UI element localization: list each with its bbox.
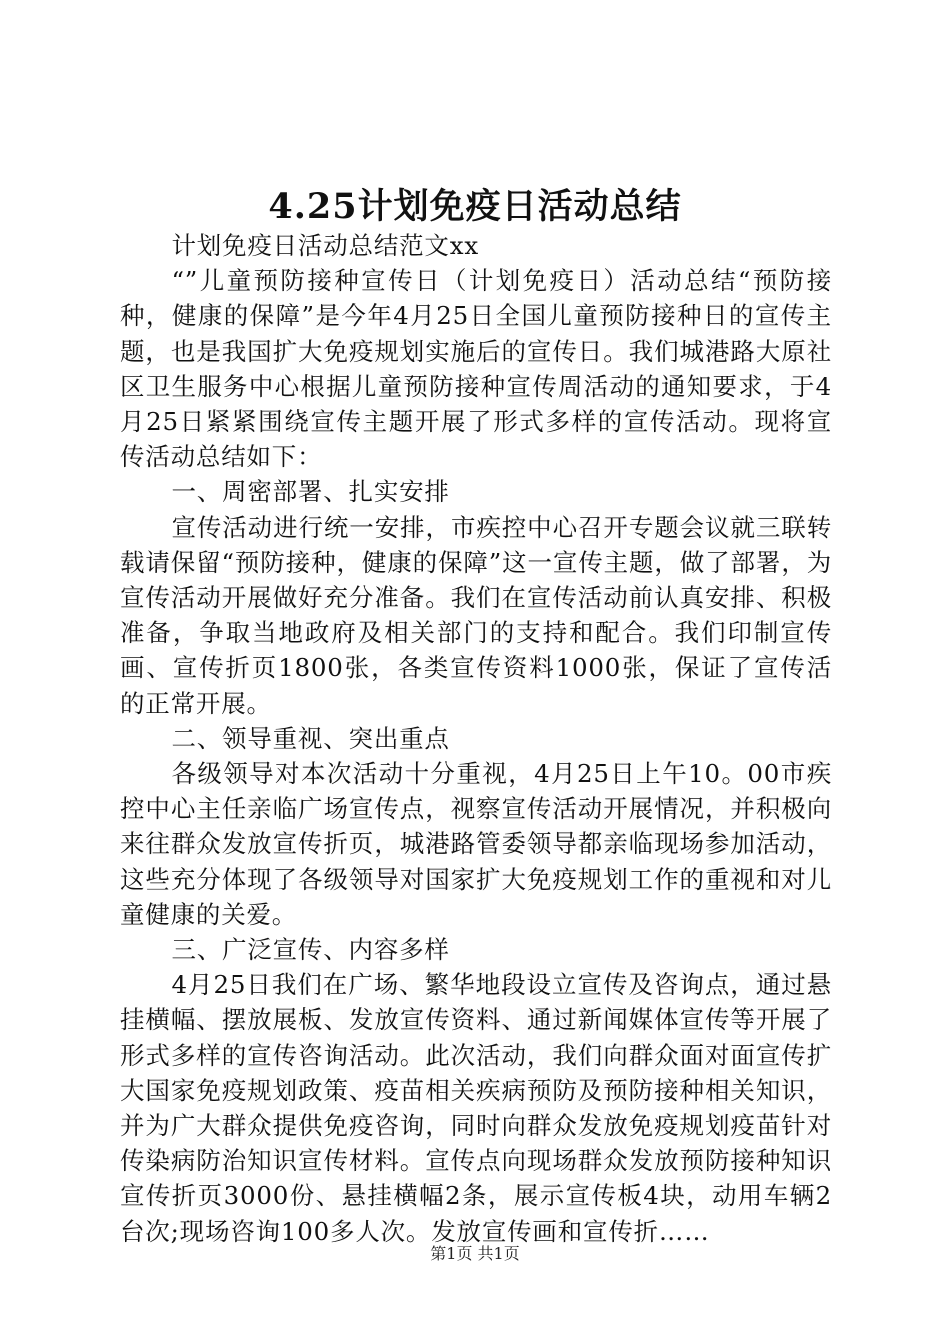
subtitle-paragraph: 计划免疫日活动总结范文xx	[171, 231, 479, 260]
section-heading-1: 一、周密部署、扎实安排	[171, 477, 450, 507]
intro-paragraph: “”儿童预防接种宣传日（计划免疫日）活动总结“预防接种，健康的保障”是今年4月25日全国儿童预防接种日的宣传主题，也是我国扩大免疫规划实施后的宣传日。我们城港路大原社区卫生服务中心根据儿童预防接种宣传周活动的通知要求，于4月25日紧紧围绕宣传主题开展了形式多样的宣传活动。现将宣传活动总结如下：	[120, 266, 832, 472]
section-paragraph-1: 宣传活动进行统一安排，市疾控中心召开专题会议就三联转载请保留“预防接种，健康的保障”这一宣传主题，做了部署，为宣传活动开展做好充分准备。我们在宣传活动前认真安排、积极准备，争取当地政府及相关部门的支持和配合。我们印制宣传画、宣传折页1800张，各类宣传资料1000张，保证了宣传活的正常开展。	[120, 512, 832, 718]
section-paragraph-3: 4月25日我们在广场、繁华地段设立宣传及咨询点，通过悬挂横幅、摆放展板、发放宣传资料、通过新闻媒体宣传等开展了形式多样的宣传咨询活动。此次活动，我们向群众面对面宣传扩大国家免疫规划政策、疫苗相关疾病预防及预防接种相关知识，并为广大群众提供免疫咨询，同时向群众发放免疫规划疫苗针对传染病防治知识宣传材料。宣传点向现场群众发放预防接种知识宣传折页3000份、悬挂横幅2条，展示宣传板4块，动用车辆2台次;现场咨询100多人次。发放宣传画和宣传折……	[120, 970, 832, 1246]
section-heading-2: 二、领导重视、突出重点	[171, 723, 450, 753]
document-body	[120, 228, 832, 1249]
section-heading-3: 三、广泛宣传、内容多样	[171, 935, 450, 965]
page-footer: 第1页 共1页	[430, 1244, 520, 1263]
document-title: 4.25计划免疫日活动总结	[268, 186, 682, 227]
section-paragraph-2: 各级领导对本次活动十分重视，4月25日上午10。00市疾控中心主任亲临广场宣传点，视察宣传活动开展情况，并积极向来往群众发放宣传折页，城港路管委领导都亲临现场参加活动，这些充分体现了各级领导对国家扩大免疫规划工作的重视和对儿童健康的关爱。	[120, 759, 832, 929]
